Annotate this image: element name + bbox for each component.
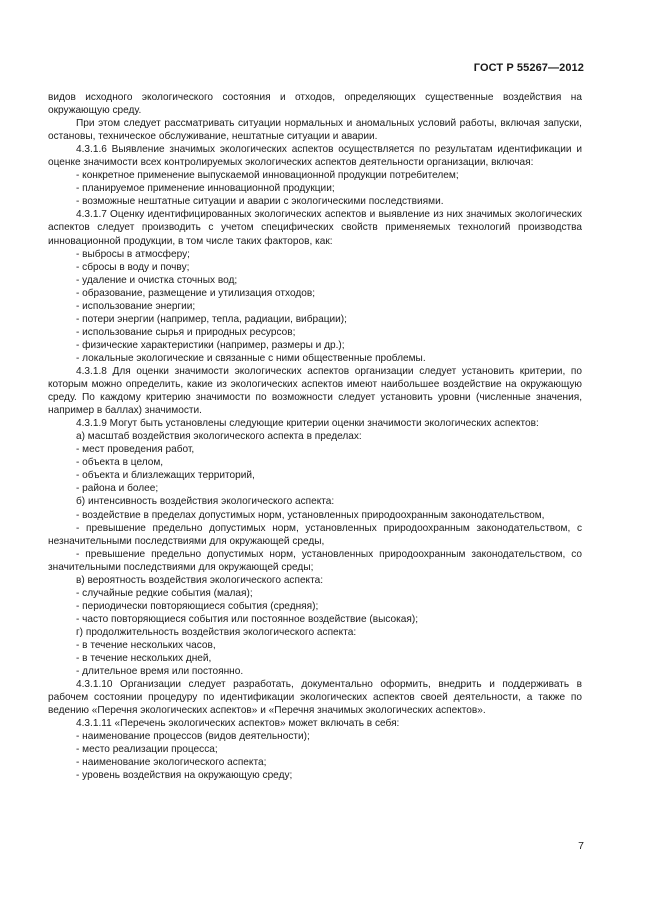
paragraph: - воздействие в пределах допустимых норм, установленных природоохранным законодательством, <box>76 509 545 521</box>
paragraph: - района и более; <box>76 483 159 495</box>
paragraph: - превышение предельно допустимых норм, установленных природоохранным законодательством, с незначительными последствиями для окружающей среды, <box>48 522 582 547</box>
paragraph: - использование энергии; <box>76 300 196 312</box>
paragraph: видов исходного экологического состояния и отходов, определяющих существенные воздействия на окружающую среду. <box>48 92 582 117</box>
paragraph: При этом следует рассматривать ситуации нормальных и аномальных условий работы, включая запуски, остановы, техническое обслуживание, нештатные ситуации и аварии. <box>48 118 582 143</box>
paragraph: - место реализации процесса; <box>76 744 218 756</box>
paragraph: - часто повторяющиеся события или постоянное воздействие (высокая); <box>76 613 418 625</box>
paragraph: - периодически повторяющиеся события (средняя); <box>76 600 319 612</box>
page-number: 7 <box>578 840 584 852</box>
paragraph: - выбросы в атмосферу; <box>76 248 190 260</box>
paragraph: - использование сырья и природных ресурсов; <box>76 326 296 338</box>
paragraph: - объекта в целом, <box>76 457 164 469</box>
paragraph: 4.3.1.6 Выявление значимых экологических аспектов осуществляется по результатам идентификации и оценке значимости всех контролируемых экологических аспектов деятельности организации, включая: <box>48 144 582 169</box>
paragraph: - длительное время или постоянно. <box>76 666 244 678</box>
paragraph: 4.3.1.11 «Перечень экологических аспектов» может включать в себя: <box>76 718 400 730</box>
paragraph: - конкретное применение выпускаемой инновационной продукции потребителем; <box>76 170 459 182</box>
standard-header: ГОСТ Р 55267—2012 <box>473 62 584 74</box>
paragraph: 4.3.1.8 Для оценки значимости экологических аспектов организации следует установить критерии, по которым можно определить, какие из экологических аспектов имеют наибольшее воздействие на окружающую среду. По каждому критерию значимости по возможности следует установить уровни (численные значения, например в баллах) значимости. <box>48 365 582 417</box>
paragraph: 4.3.1.9 Могут быть установлены следующие критерии оценки значимости экологических аспектов: <box>76 418 539 430</box>
paragraph: - потери энергии (например, тепла, радиации, вибрации); <box>76 313 347 325</box>
paragraph: - сбросы в воду и почву; <box>76 261 190 273</box>
paragraph: б) интенсивность воздействия экологического аспекта: <box>76 496 335 508</box>
paragraph: в) вероятность воздействия экологического аспекта: <box>76 574 324 586</box>
paragraph: - в течение нескольких часов, <box>76 639 216 651</box>
paragraph: - наименование экологического аспекта; <box>76 757 267 769</box>
paragraph: - наименование процессов (видов деятельности); <box>76 731 310 743</box>
paragraph: - превышение предельно допустимых норм, установленных природоохранным законодательством, со значительными последствиями для окружающей среды; <box>48 548 582 573</box>
paragraph: - случайные редкие события (малая); <box>76 587 253 599</box>
paragraph: - мест проведения работ, <box>76 444 195 456</box>
paragraph: - планируемое применение инновационной продукции; <box>76 183 335 195</box>
paragraph: - уровень воздействия на окружающую среду; <box>76 770 293 782</box>
document-body <box>48 91 582 782</box>
paragraph: 4.3.1.10 Организации следует разработать, документально оформить, внедрить и поддерживать в рабочем состоянии процедуру по идентификации экологических аспектов своей деятельности, а также по ведению «Перечня экологических аспектов» и «Перечня значимых экологических аспектов». <box>48 679 582 717</box>
paragraph: - удаление и очистка сточных вод; <box>76 274 238 286</box>
paragraph: - физические характеристики (например, размеры и др.); <box>76 339 345 351</box>
paragraph: 4.3.1.7 Оценку идентифицированных экологических аспектов и выявление из них значимых экологических аспектов следует производить с учетом специфических свойств применяемых технологий производства инновационной продукции, в том числе таких факторов, как: <box>48 209 582 247</box>
paragraph: - образование, размещение и утилизация отходов; <box>76 287 316 299</box>
paragraph: а) масштаб воздействия экологического аспекта в пределах: <box>76 431 362 443</box>
paragraph: - возможные нештатные ситуации и аварии с экологическими последствиями. <box>76 196 444 208</box>
paragraph: г) продолжительность воздействия экологического аспекта: <box>76 626 357 638</box>
paragraph: - локальные экологические и связанные с ними общественные проблемы. <box>76 352 426 364</box>
paragraph: - объекта и близлежащих территорий, <box>76 470 255 482</box>
paragraph: - в течение нескольких дней, <box>76 653 212 665</box>
